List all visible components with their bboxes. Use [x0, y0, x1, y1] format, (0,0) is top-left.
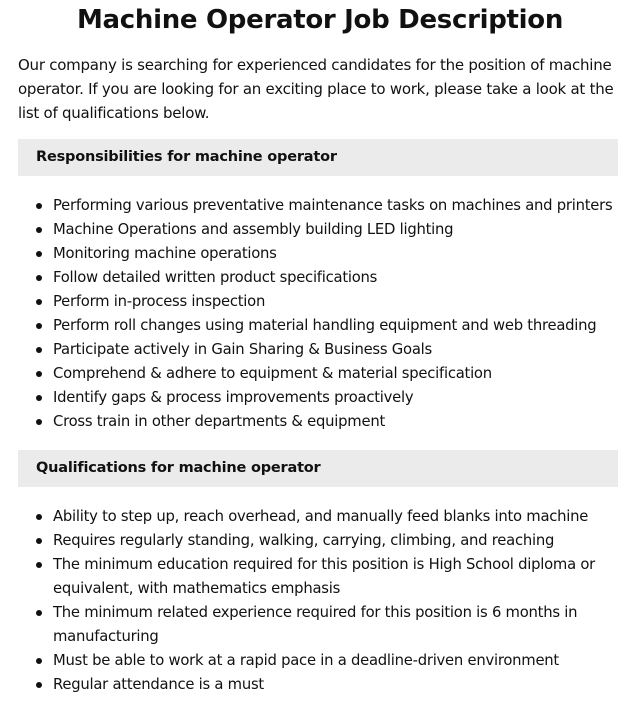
list-item: Participate actively in Gain Sharing & Business Goals [18, 338, 622, 362]
page-title: Machine Operator Job Description [76, 5, 564, 35]
list-item: Ability to step up, reach overhead, and manually feed blanks into machine [18, 505, 622, 529]
list-item: Regular attendance is a must [18, 673, 622, 697]
qualifications-list [18, 505, 622, 697]
list-item: Cross train in other departments & equipment [18, 410, 622, 434]
list-item: Monitoring machine operations [18, 242, 622, 266]
responsibilities-heading: Responsibilities for machine operator [18, 139, 618, 176]
list-item: Performing various preventative maintenance tasks on machines and printers [18, 194, 622, 218]
intro-paragraph: Our company is searching for experienced candidates for the position of machine operator. If you are looking for an exciting place to work, please take a look at the list of qualifications below. [18, 56, 614, 122]
list-item: Must be able to work at a rapid pace in a deadline-driven environment [18, 649, 622, 673]
list-item: Perform in-process inspection [18, 290, 622, 314]
list-item: Comprehend & adhere to equipment & material specification [18, 362, 622, 386]
list-item: Requires regularly standing, walking, carrying, climbing, and reaching [18, 529, 622, 553]
list-item: Identify gaps & process improvements proactively [18, 386, 622, 410]
list-item: Perform roll changes using material handling equipment and web threading [18, 314, 622, 338]
qualifications-heading: Qualifications for machine operator [18, 450, 618, 487]
list-item: The minimum education required for this position is High School diploma or equivalent, with mathematics emphasis [18, 553, 622, 601]
list-item: The minimum related experience required for this position is 6 months in manufacturing [18, 601, 622, 649]
list-item: Machine Operations and assembly building LED lighting [18, 218, 622, 242]
responsibilities-list [18, 194, 622, 434]
list-item: Follow detailed written product specifications [18, 266, 622, 290]
